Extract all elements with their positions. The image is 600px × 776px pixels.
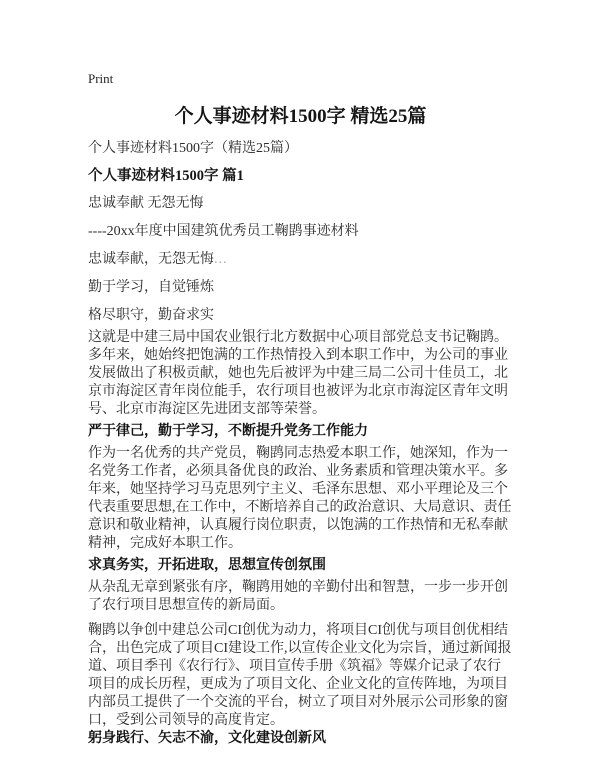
doc-paragraph: 鞠鹍以争创中建总公司CI创优为动力，将项目CI创优与项目创优相结合，出色完成了项目CI建设工作,以宣传企业文化为宗旨，通过新闻报道、项目季刊《农行行》、项目宣传手册《筑福》等媒介记录了农行项目的成长历程，更成为了项目文化、企业文化的宣传阵地，为项目内部员工提供了一个交流的平台，树立了项目对外展示公司形象的窗口，受到公司领导的高度肯定。 bbox=[88, 623, 512, 728]
doc-paragraph: 作为一名优秀的共产党员，鞠鹍同志热爱本职工作，她深知，作为一名党务工作者，必须具备优良的政治、业务素质和管理决策水平。多年来，她坚持学习马克思列宁主义、毛泽东思想、邓小平理论及三个代表重要思想,在工作中，不断培养自己的政治意识、大局意识、责任意识和敬业精神，认真履行岗位职责，以饱满的工作热情和无私奉献精神，完成好本职工作。 bbox=[88, 446, 512, 551]
slogan-line bbox=[88, 251, 513, 269]
byline: ----20xx年度中国建筑优秀员工鞠鹍事迹材料 bbox=[88, 224, 359, 239]
section-heading: 个人事迹材料1500字 篇1 bbox=[88, 168, 244, 184]
slogan-line: 勤于学习，自觉锤炼 bbox=[88, 280, 214, 295]
doc-heading: 躬身践行、矢志不渝，文化建设创新风 bbox=[88, 731, 326, 746]
slogan-text: 忠诚奉献，无怨无悔 bbox=[88, 252, 214, 267]
slogan-line: 格尽职守，勤奋求实 bbox=[88, 308, 214, 323]
slogan-line: 忠诚奉献 无怨无悔 bbox=[88, 196, 204, 211]
print-link[interactable]: Print bbox=[88, 71, 114, 86]
doc-paragraph: 从杂乱无章到紧张有序，鞠鹍用她的辛勤付出和智慧，一步一步开创了农行项目思想宣传的新局面。 bbox=[88, 580, 508, 613]
doc-subtitle: 个人事迹材料1500字（精选25篇） bbox=[88, 141, 298, 156]
page-title: 个人事迹材料1500字 精选25篇 bbox=[174, 106, 427, 127]
doc-paragraph: 这就是中建三局中国农业银行北方数据中心项目部党总支书记鞠鹍。 多年来，她始终把饱满的工作热情投入到本职工作中，为公司的事业发展做出了积极贡献，她也先后被评为中建三局二公司十佳员工，北京市海淀区青年岗位能手，农行项目也被评为北京市海淀区青年文明号、北京市海淀区先进团支部等荣誉。 bbox=[88, 330, 515, 417]
ellipsis: ... bbox=[214, 252, 228, 267]
doc-heading: 严于律己，勤于学习，不断提升党务工作能力 bbox=[88, 424, 368, 439]
doc-heading: 求真务实，开拓进取，思想宣传创氛围 bbox=[88, 558, 326, 573]
